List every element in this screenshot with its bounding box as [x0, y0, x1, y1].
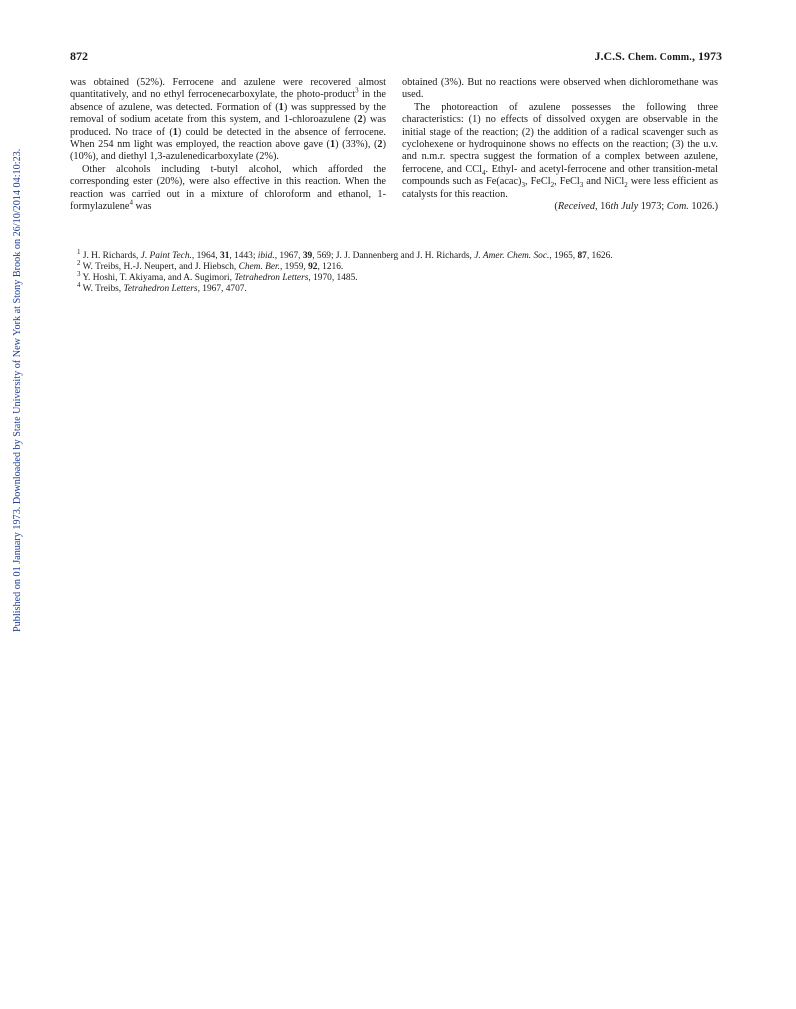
- journal-year: , 1973: [692, 49, 722, 63]
- text: 16: [597, 201, 611, 213]
- compound-number: 1: [172, 126, 178, 138]
- text: , 1964,: [191, 251, 220, 261]
- received-month: th July: [610, 201, 639, 213]
- text: and NiCl: [583, 176, 625, 188]
- footnote: [70, 280, 722, 295]
- received-label: Received,: [557, 201, 598, 213]
- text: (: [554, 201, 558, 213]
- volume: 87: [577, 251, 587, 261]
- footnote-number: 2: [77, 258, 81, 267]
- text: The photoreaction of azulene possesses the following three characteristics: (1) no effects of dissolved oxygen are observable in the initial stage of the reaction; (2) the addition of a radical scavenger such as cyclohexene or hydroquinone shows no effects on the reaction; (3) the u.v. and n.m.r. spectra suggest the formation of a complex between azulene, ferrocene, and CCl: [402, 101, 718, 175]
- text: in the absence of azulene, was detected. Formation of (: [70, 89, 386, 113]
- left-column: [70, 77, 386, 213]
- journal-name: J. Paint Tech.: [140, 251, 192, 261]
- text: , 1216.: [317, 262, 344, 272]
- volume: 39: [302, 251, 313, 261]
- paragraph: [402, 102, 718, 201]
- text: was obtained (52%). Ferrocene and azulene were recovered almost quantitatively, and no ethyl ferrocenecarboxylate, the photo-product: [70, 77, 386, 101]
- subscript: 3: [579, 181, 584, 190]
- journal-prefix: J.C.S.: [594, 49, 628, 63]
- text: ) was suppressed by the removal of sodium acetate from this system, and 1-chloroazulene (: [70, 101, 386, 126]
- journal-name: Tetrahedron Letters: [234, 273, 309, 283]
- footnotes: [70, 247, 722, 295]
- journal-name: Chem. Ber.: [238, 262, 280, 272]
- right-column: [402, 77, 718, 213]
- text: W. Treibs, H.-J. Neupert, and J. Hiebsch,: [80, 262, 239, 272]
- compound-number: 2: [377, 139, 383, 151]
- text: J. H. Richards,: [80, 251, 141, 261]
- sidebar: [0, 0, 22, 760]
- reference-marker: 4: [129, 198, 133, 207]
- subscript: 3: [521, 181, 525, 190]
- paragraph: obtained (3%). But no reactions were observed when dichloromethane was used.: [402, 77, 718, 101]
- journal-info: [595, 49, 722, 64]
- text: , 569; J. J. Dannenberg and J. H. Richards,: [312, 251, 475, 261]
- text: 1973;: [638, 201, 667, 213]
- received-line: [402, 201, 718, 213]
- publication-note: Published on 01 January 1973. Downloaded by State University of New York at Stony Brook on 26/10/2014 04:10:23.: [12, 148, 23, 632]
- text: ) (10%), and diethyl 1,3-azulenedicarboxylate (2%).: [70, 139, 386, 163]
- subscript: 2: [550, 181, 555, 190]
- text: ) was produced. No trace of (: [70, 114, 386, 138]
- paragraph: [70, 77, 386, 164]
- footnote-number: 4: [77, 280, 81, 289]
- text: ) could be detected in the absence of ferrocene. When 254 nm light was employed, the reaction above gave (: [70, 126, 386, 151]
- footnote-number: 1: [77, 247, 81, 256]
- paragraph: [70, 164, 386, 214]
- journal-name: ibid.: [257, 251, 275, 261]
- text: , 1967, 4707.: [197, 284, 247, 294]
- text: Y. Hoshi, T. Akiyama, and A. Sugimori,: [80, 273, 235, 283]
- text: , 1970, 1485.: [308, 273, 358, 283]
- journal-chem: Chem. Comm.: [627, 52, 692, 63]
- text: ) (33%), (: [335, 139, 378, 151]
- footnote: [70, 247, 722, 262]
- text: . Ethyl- and acetyl-ferrocene and other transition-metal compounds such as Fe(acac): [402, 163, 718, 188]
- text: Other alcohols including t-butyl alcohol, which afforded the corresponding ester (20%), were also effective in this reaction. When the reaction was carried out in a mixture of chloroform and ethanol, 1-formylazulene: [70, 163, 386, 213]
- footnote: [70, 258, 722, 273]
- compound-number: 1: [278, 101, 284, 113]
- compound-number: 2: [357, 114, 363, 126]
- text: 1026.): [688, 201, 718, 213]
- page-number: 872: [70, 49, 88, 63]
- footnote-number: 3: [77, 269, 81, 278]
- footnote: [70, 269, 722, 284]
- reference-marker: 3: [355, 86, 359, 95]
- text: , 1443;: [229, 251, 258, 261]
- page-header: [70, 49, 722, 65]
- text: , FeCl: [524, 176, 551, 188]
- subscript: 4: [481, 168, 486, 177]
- text: , 1965,: [549, 251, 578, 261]
- text: , 1967,: [274, 251, 303, 261]
- journal-name: J. Amer. Chem. Soc.: [474, 251, 550, 261]
- compound-number: 1: [329, 139, 336, 151]
- text: , 1959,: [279, 262, 309, 272]
- subscript: 2: [624, 181, 628, 190]
- text: was: [132, 201, 152, 213]
- com-label: Com.: [666, 201, 689, 213]
- volume: 31: [220, 251, 230, 261]
- text: W. Treibs,: [80, 284, 124, 294]
- text: , FeCl: [554, 176, 580, 188]
- volume: 92: [308, 262, 318, 272]
- journal-name: Tetrahedron Letters: [123, 284, 198, 294]
- text: , 1626.: [586, 251, 613, 261]
- text: were less efficient as catalysts for this reaction.: [402, 176, 718, 200]
